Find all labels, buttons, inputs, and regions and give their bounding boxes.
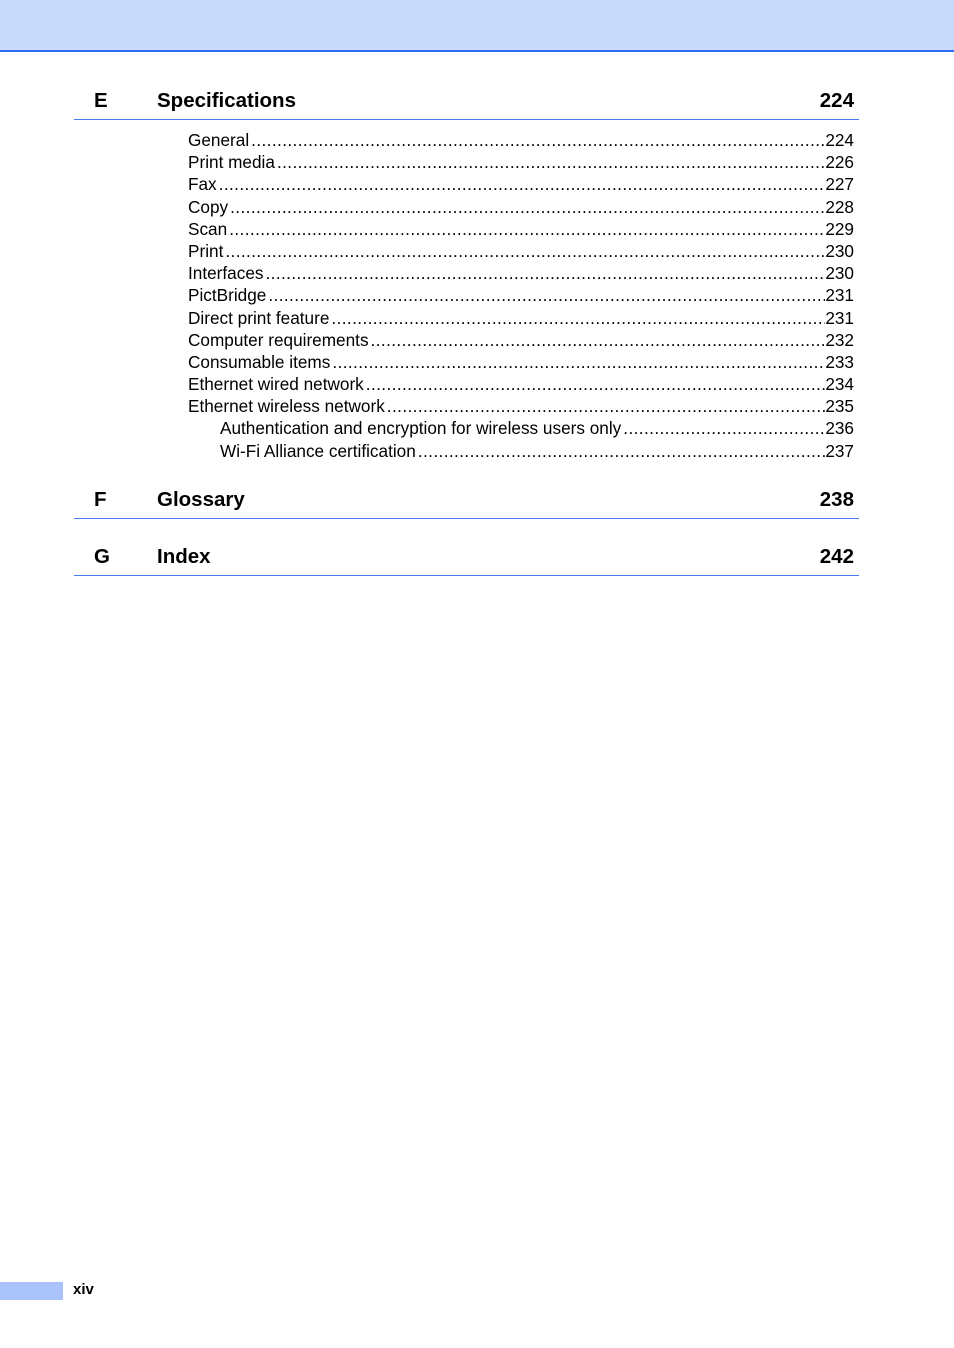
- dot-leader: [623, 417, 825, 439]
- dot-leader: [371, 329, 826, 351]
- toc-entries: [74, 129, 859, 462]
- dot-leader: [332, 351, 825, 373]
- chapter-title: Index: [157, 545, 211, 568]
- dot-leader: [268, 284, 825, 306]
- toc-entry-page: 231: [825, 307, 854, 328]
- toc-entry-print-media[interactable]: [188, 151, 859, 173]
- chapter-heading[interactable]: [74, 488, 859, 519]
- toc-entry-page: 232: [825, 329, 854, 350]
- toc-entry-ethernet-wireless-network[interactable]: [188, 395, 859, 417]
- toc-entry-label: Wi-Fi Alliance certification: [220, 440, 416, 461]
- toc-entry-scan[interactable]: [188, 218, 859, 240]
- toc-section-g: [74, 545, 859, 576]
- dot-leader: [418, 440, 826, 462]
- toc-entry-page: 234: [825, 374, 854, 395]
- toc-entry-page: 236: [825, 418, 854, 439]
- toc-entry-label: Interfaces: [188, 263, 264, 284]
- toc-entry-direct-print-feature[interactable]: [188, 307, 859, 329]
- toc-entry-copy[interactable]: [188, 196, 859, 218]
- dot-leader: [265, 262, 825, 284]
- toc-entry-label: Authentication and encryption for wireless users only: [220, 418, 622, 439]
- toc-entry-pictbridge[interactable]: [188, 284, 859, 306]
- chapter-page: 238: [819, 488, 854, 511]
- toc-entry-label: Print: [188, 240, 224, 261]
- chapter-page: 242: [819, 545, 854, 568]
- chapter-letter: E: [94, 89, 108, 112]
- toc-entry-label: Fax: [188, 174, 217, 195]
- toc-entry-label: Copy: [188, 196, 229, 217]
- chapter-letter: F: [94, 488, 107, 511]
- toc-entry-page: 233: [825, 351, 854, 372]
- toc-entry-label: Direct print feature: [188, 307, 330, 328]
- toc-entry-print[interactable]: [188, 240, 859, 262]
- toc-section-f: [74, 488, 859, 519]
- toc-entry-general[interactable]: [188, 129, 859, 151]
- chapter-letter: G: [94, 545, 110, 568]
- chapter-heading[interactable]: [74, 89, 859, 120]
- toc-entry-page: 224: [825, 130, 854, 150]
- dot-leader: [229, 218, 825, 240]
- toc-entry-page: 227: [825, 174, 854, 195]
- toc-entry-label: Print media: [188, 152, 275, 173]
- header-band: [0, 0, 954, 52]
- toc-entry-fax[interactable]: [188, 173, 859, 195]
- dot-leader: [277, 151, 825, 173]
- toc-entry-page: 229: [825, 218, 854, 239]
- toc-entry-label: Computer requirements: [188, 329, 369, 350]
- chapter-page: 224: [819, 89, 854, 112]
- dot-leader: [387, 395, 826, 417]
- toc-entry-wifi-alliance-certification[interactable]: [220, 440, 859, 462]
- toc-entry-label: Consumable items: [188, 351, 331, 372]
- dot-leader: [225, 240, 825, 262]
- toc-entry-page: 230: [825, 263, 854, 284]
- dot-leader: [219, 173, 826, 195]
- toc-entry-authentication-and-encryption[interactable]: [220, 417, 859, 439]
- dot-leader: [251, 129, 825, 151]
- dot-leader: [331, 307, 825, 329]
- toc-section-e: [74, 89, 859, 462]
- toc-entry-consumable-items[interactable]: [188, 351, 859, 373]
- chapter-title: Glossary: [157, 488, 245, 511]
- toc-entry-label: General: [188, 130, 250, 150]
- toc-entry-page: 228: [825, 196, 854, 217]
- toc-entry-page: 230: [825, 240, 854, 261]
- toc-entry-ethernet-wired-network[interactable]: [188, 373, 859, 395]
- toc-entry-page: 235: [825, 396, 854, 417]
- toc-entry-page: 237: [825, 440, 854, 461]
- page-number: xiv: [73, 1281, 94, 1298]
- toc-entry-interfaces[interactable]: [188, 262, 859, 284]
- toc-entry-page: 226: [825, 152, 854, 173]
- toc-entry-label: PictBridge: [188, 285, 267, 306]
- toc-entry-label: Ethernet wired network: [188, 374, 364, 395]
- toc-entry-page: 231: [825, 285, 854, 306]
- chapter-title: Specifications: [157, 89, 296, 112]
- chapter-heading[interactable]: [74, 545, 859, 576]
- toc-entry-label: Scan: [188, 218, 228, 239]
- toc-entry-computer-requirements[interactable]: [188, 329, 859, 351]
- dot-leader: [366, 373, 826, 395]
- dot-leader: [230, 196, 825, 218]
- footer-band: [0, 1282, 63, 1300]
- toc-entry-label: Ethernet wireless network: [188, 396, 385, 417]
